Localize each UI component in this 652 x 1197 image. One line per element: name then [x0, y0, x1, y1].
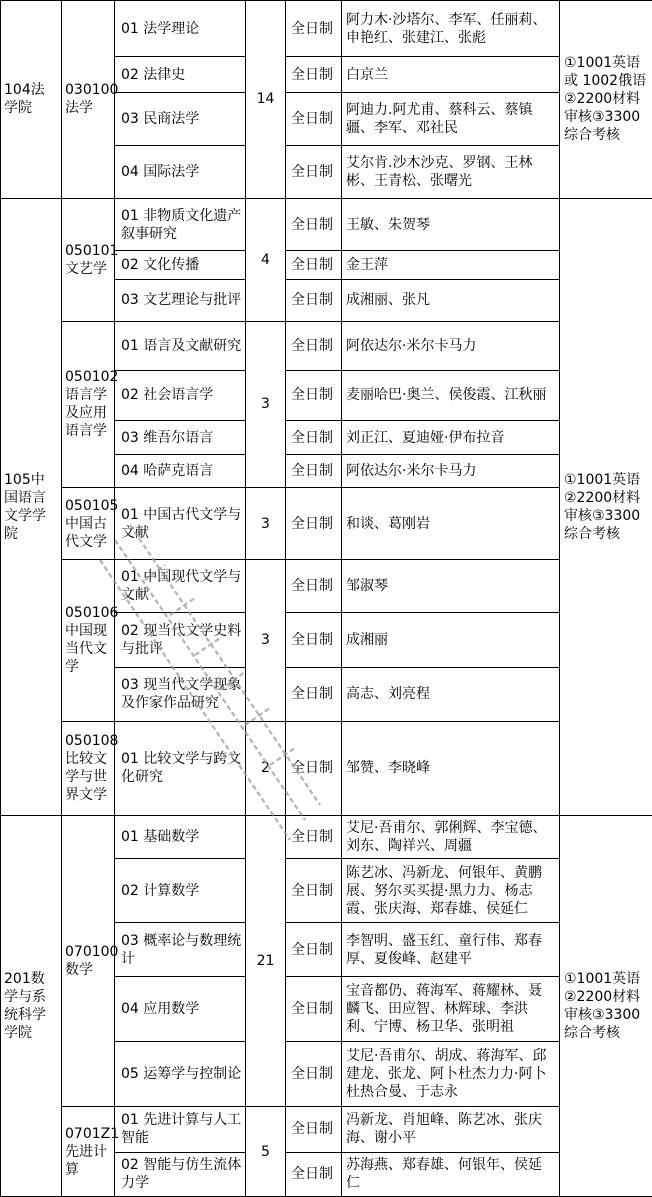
college-cell: 201数学与系统科学学院 [1, 815, 62, 1196]
research-direction-cell: 04 应用数学 [115, 976, 246, 1041]
quota-cell: 21 [246, 815, 286, 1106]
tutors-cell: 阿迪力.阿尤甫、蔡科云、蔡镇疆、李军、邓社民 [342, 93, 560, 145]
research-direction-cell: 02 计算数学 [115, 859, 246, 923]
tutors-cell: 艾尔肯.沙木沙克、罗钢、王林彬、王青松、张曙光 [342, 145, 560, 198]
research-direction-cell: 02 文化传播 [115, 251, 246, 280]
study-mode-cell: 全日制 [286, 1107, 342, 1152]
study-mode-cell: 全日制 [286, 455, 342, 488]
major-cell: 070100数学 [62, 815, 115, 1106]
study-mode-cell: 全日制 [286, 559, 342, 612]
research-direction-cell: 01 语言及文献研究 [115, 321, 246, 370]
study-mode-cell: 全日制 [286, 923, 342, 976]
tutors-cell: 刘正江、夏迪娅·伊布拉音 [342, 421, 560, 455]
research-direction-cell: 01 先进计算与人工智能 [115, 1107, 246, 1152]
research-direction-cell: 01 中国古代文学与文献 [115, 488, 246, 559]
study-mode-cell: 全日制 [286, 1, 342, 57]
exam-subjects-cell: ①1001英语或 1002俄语②2200材料审核③3300综合考核 [560, 1, 652, 199]
study-mode-cell: 全日制 [286, 612, 342, 667]
study-mode-cell: 全日制 [286, 198, 342, 250]
quota-cell: 14 [246, 1, 286, 199]
study-mode-cell: 全日制 [286, 1152, 342, 1196]
table-row [1, 198, 652, 250]
major-cell: 050108比较文学与世界文学 [62, 721, 115, 815]
major-cell: 030100法学 [62, 1, 115, 199]
research-direction-cell: 01 法学理论 [115, 1, 246, 57]
table-row [1, 488, 652, 559]
study-mode-cell: 全日制 [286, 321, 342, 370]
research-direction-cell: 03 民商法学 [115, 93, 246, 145]
major-cell: 0701Z1先进计算 [62, 1107, 115, 1197]
college-cell: 105中国语言文学学院 [1, 198, 62, 815]
exam-subjects-cell: ①1001英语②2200材料审核③3300综合考核 [560, 198, 652, 815]
exam-subjects-cell: ①1001英语②2200材料审核③3300综合考核 [560, 815, 652, 1196]
tutors-cell: 白京兰 [342, 57, 560, 93]
study-mode-cell: 全日制 [286, 145, 342, 198]
tutors-cell: 和谈、葛刚岩 [342, 488, 560, 559]
quota-cell: 4 [246, 198, 286, 321]
study-mode-cell: 全日制 [286, 93, 342, 145]
study-mode-cell: 全日制 [286, 859, 342, 923]
study-mode-cell: 全日制 [286, 668, 342, 721]
table-row [1, 721, 652, 815]
college-cell: 104法学院 [1, 1, 62, 199]
study-mode-cell: 全日制 [286, 421, 342, 455]
tutors-cell: 麦丽哈巴·奥兰、侯俊霞、江秋丽 [342, 370, 560, 420]
study-mode-cell: 全日制 [286, 280, 342, 321]
quota-cell: 2 [246, 721, 286, 815]
quota-cell: 3 [246, 321, 286, 488]
research-direction-cell: 01 基础数学 [115, 815, 246, 858]
study-mode-cell: 全日制 [286, 976, 342, 1041]
tutors-cell: 艾尼·吾甫尔、郭俐辉、李宝德、刘东、陶祥兴、周疆 [342, 815, 560, 858]
table-row [1, 321, 652, 370]
research-direction-cell: 05 运筹学与控制论 [115, 1042, 246, 1107]
table-row [1, 1107, 652, 1152]
tutors-cell: 阿依达尔·米尔卡马力 [342, 455, 560, 488]
tutors-cell: 邹赞、李晓峰 [342, 721, 560, 815]
tutors-cell: 王敏、朱贺琴 [342, 198, 560, 250]
research-direction-cell: 02 现当代文学史料与批评 [115, 612, 246, 667]
major-cell: 050105中国古代文学 [62, 488, 115, 559]
study-mode-cell: 全日制 [286, 370, 342, 420]
table-row [1, 815, 652, 858]
tutors-cell: 成湘丽 [342, 612, 560, 667]
tutors-cell: 阿依达尔·米尔卡马力 [342, 321, 560, 370]
table-row [1, 1, 652, 57]
research-direction-cell: 02 法律史 [115, 57, 246, 93]
research-direction-cell: 02 智能与仿生流体力学 [115, 1152, 246, 1196]
research-direction-cell: 01 中国现代文学与文献 [115, 559, 246, 612]
study-mode-cell: 全日制 [286, 488, 342, 559]
tutors-cell: 阿力木·沙塔尔、李军、任丽莉、申艳红、张建江、张彪 [342, 1, 560, 57]
major-cell: 050106中国现当代文学 [62, 559, 115, 721]
study-mode-cell: 全日制 [286, 57, 342, 93]
tutors-cell: 高志、刘亮程 [342, 668, 560, 721]
major-cell: 050102语言学及应用语言学 [62, 321, 115, 488]
research-direction-cell: 03 现当代文学现象及作家作品研究 [115, 668, 246, 721]
study-mode-cell: 全日制 [286, 721, 342, 815]
quota-cell: 5 [246, 1107, 286, 1197]
tutors-cell: 宝音都仍、蒋海军、蒋耀林、聂麟飞、田应智、林辉球、李洪利、宁博、杨卫华、张明祖 [342, 976, 560, 1041]
study-mode-cell: 全日制 [286, 815, 342, 858]
tutors-cell: 陈艺冰、冯新龙、何银年、黄鹏展、努尔买买提·黑力力、杨志霞、张庆海、郑春雄、侯延仁 [342, 859, 560, 923]
research-direction-cell: 02 社会语言学 [115, 370, 246, 420]
research-direction-cell: 04 国际法学 [115, 145, 246, 198]
research-direction-cell: 04 哈萨克语言 [115, 455, 246, 488]
research-direction-cell: 01 比较文学与跨文化研究 [115, 721, 246, 815]
study-mode-cell: 全日制 [286, 251, 342, 280]
tutors-cell: 邹淑琴 [342, 559, 560, 612]
major-cell: 050101文艺学 [62, 198, 115, 321]
research-direction-cell: 03 维吾尔语言 [115, 421, 246, 455]
tutors-cell: 冯新龙、肖旭峰、陈艺冰、张庆海、谢小平 [342, 1107, 560, 1152]
quota-cell: 3 [246, 488, 286, 559]
tutors-cell: 李智明、盛玉红、童行伟、郑春厚、夏俊峰、赵建平 [342, 923, 560, 976]
table-row [1, 559, 652, 612]
tutors-cell: 苏海燕、郑春雄、何银年、侯延仁 [342, 1152, 560, 1196]
research-direction-cell: 03 文艺理论与批评 [115, 280, 246, 321]
quota-cell: 3 [246, 559, 286, 721]
research-direction-cell: 01 非物质文化遗产叙事研究 [115, 198, 246, 250]
tutors-cell: 成湘丽、张凡 [342, 280, 560, 321]
study-mode-cell: 全日制 [286, 1042, 342, 1107]
tutors-cell: 艾尼·吾甫尔、胡成、蒋海军、邱建龙、张龙、阿卜杜杰力力·阿卜杜热合曼、于志永 [342, 1042, 560, 1107]
research-direction-cell: 03 概率论与数理统计 [115, 923, 246, 976]
tutors-cell: 金王萍 [342, 251, 560, 280]
